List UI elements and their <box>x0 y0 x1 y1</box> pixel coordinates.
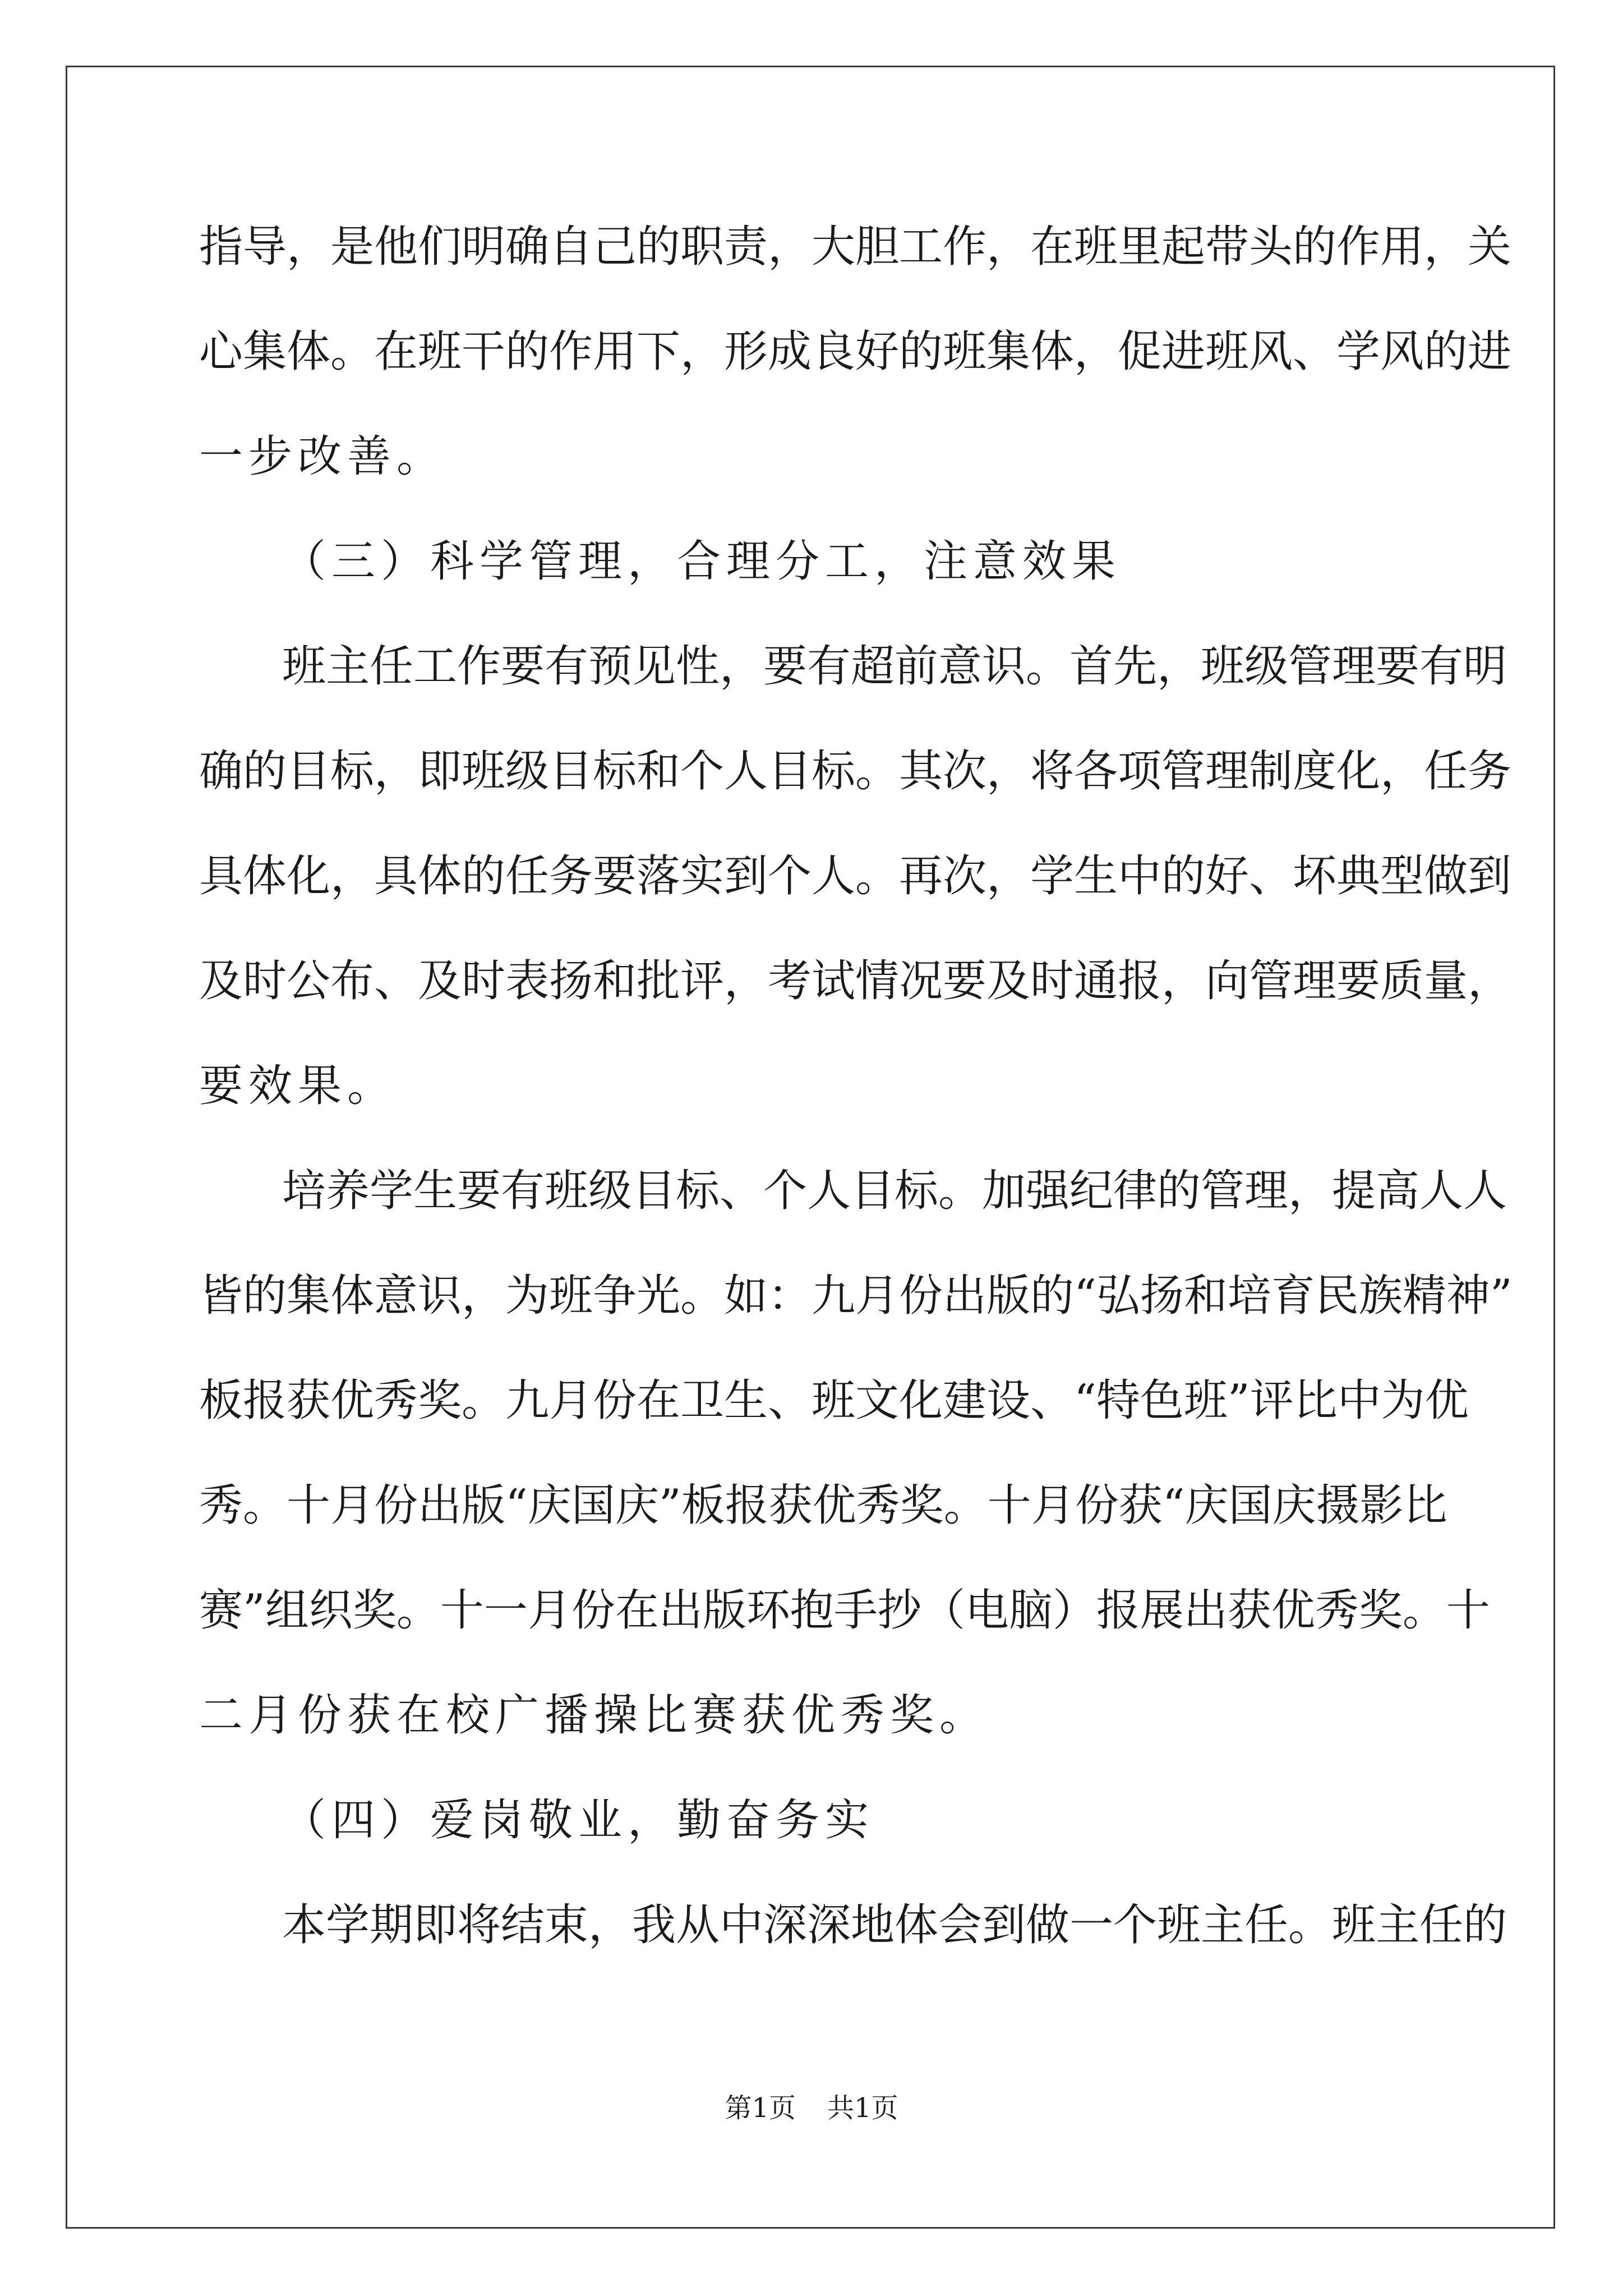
body-line: 一步改善。 <box>199 431 446 482</box>
body-line: 具体化，具体的任务要落实到个人。再次，学生中的好、坏典型做到 <box>199 851 1512 901</box>
body-line: 秀。十月份出版“庆国庆”板报获优秀奖。十月份获“庆国庆摄影比 <box>199 1480 1447 1531</box>
body-line: 班主任工作要有预见性，要有超前意识。首先，班级管理要有明 <box>282 641 1507 692</box>
page-number: 第1页 <box>725 2092 796 2124</box>
body-line: 确的目标，即班级目标和个人目标。其次，将各项管理制度化，任务 <box>199 746 1512 797</box>
body-line: 板报获优秀奖。九月份在卫生、班文化建设、“特色班”评比中为优 <box>199 1375 1469 1426</box>
section-heading: （三）科学管理，合理分工，注意效果 <box>282 536 1122 587</box>
body-line: 要效果。 <box>199 1061 397 1111</box>
body-line: 本学期即将结束，我从中深深地体会到做一个班主任。班主任的 <box>282 1900 1507 1950</box>
body-line: 心集体。在班干的作用下，形成良好的班集体，促进班风、学风的进 <box>199 326 1512 377</box>
body-line: 皆的集体意识，为班争光。如：九月份出版的“弘扬和培育民族精神” <box>199 1271 1513 1321</box>
body-line: 培养学生要有班级目标、个人目标。加强纪律的管理，提高人人 <box>282 1166 1507 1216</box>
body-line: 赛”组织奖。十一月份在出版环抱手抄（电脑）报展出获优秀奖。十 <box>199 1585 1490 1636</box>
page-total: 共1页 <box>827 2092 898 2124</box>
body-line: 二月份获在校广播操比赛获优秀奖。 <box>199 1690 989 1741</box>
page-footer <box>0 2091 1623 2125</box>
body-line: 及时公布、及时表扬和批评，考试情况要及时通报，向管理要质量， <box>199 956 1512 1006</box>
section-heading: （四）爱岗敬业，勤奋务实 <box>282 1795 875 1846</box>
body-line: 指导，是他们明确自己的职责，大胆工作，在班里起带头的作用，关 <box>199 222 1512 272</box>
